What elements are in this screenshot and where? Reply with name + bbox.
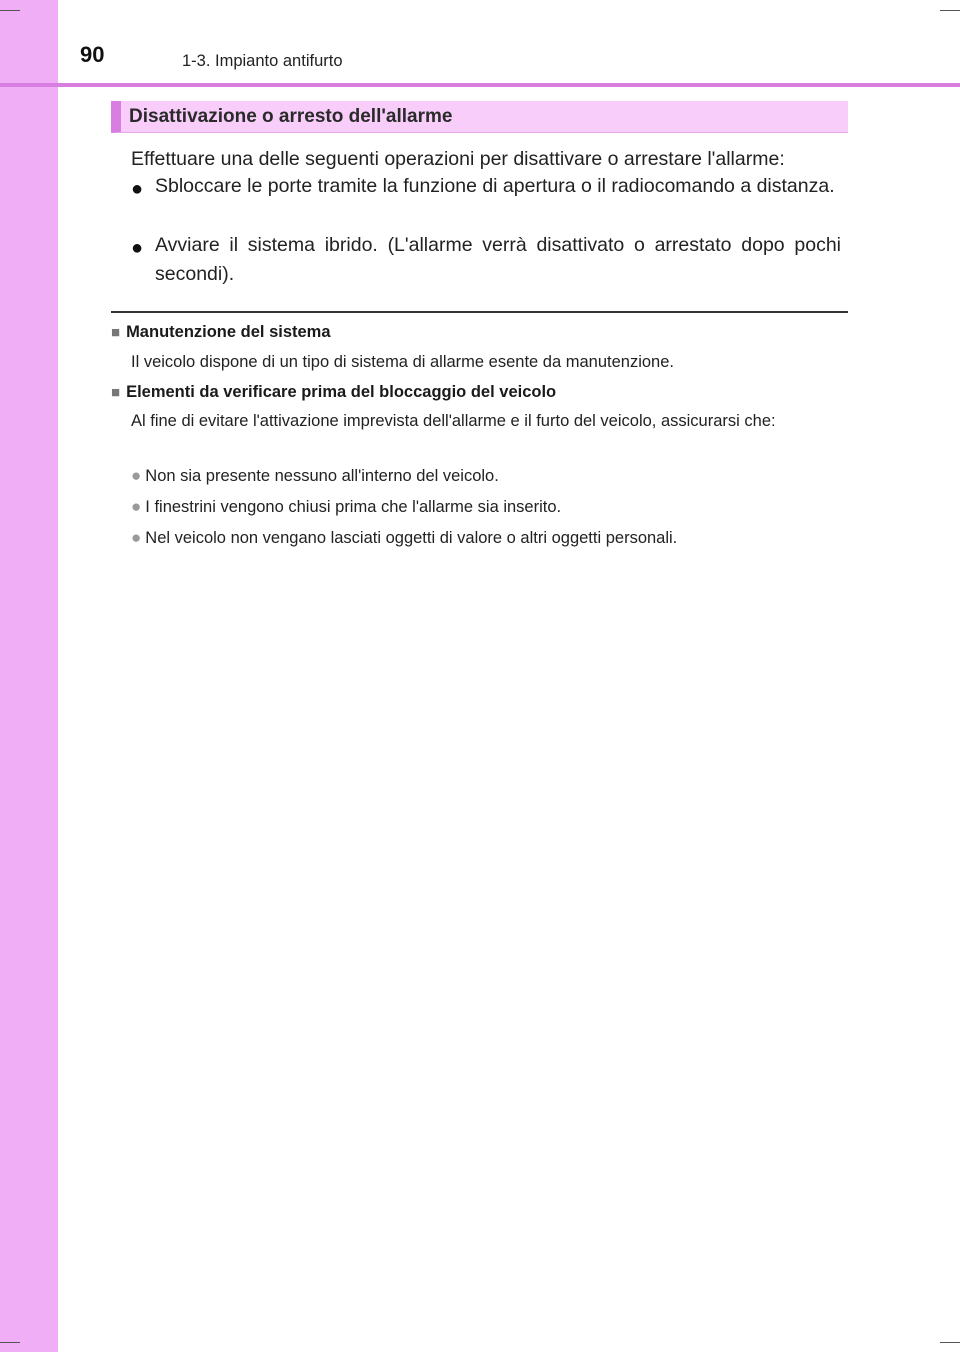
sub-list-text: I finestrini vengono chiusi prima che l'allarme sia inserito.: [145, 498, 562, 516]
bullet-icon: ●: [131, 497, 142, 516]
bullet-item: [131, 231, 841, 289]
bullet-icon: ●: [131, 178, 144, 200]
square-bullet-icon: ■: [111, 324, 121, 341]
sub-list-item: [131, 497, 841, 517]
sub-list-item: [131, 528, 841, 548]
note-body: Al fine di evitare l'attivazione imprevista dell'allarme e il furto del veicolo, assicurarsi che:: [131, 412, 776, 430]
note-title-text: Elementi da verificare prima del bloccaggio del veicolo: [126, 383, 557, 401]
bullet-text: Avviare il sistema ibrido. (L'allarme verrà disattivato o arrestato dopo pochi secondi).: [155, 234, 841, 285]
note-title-text: Manutenzione del sistema: [126, 323, 331, 341]
sub-list-text: Nel veicolo non vengano lasciati oggetti di valore o altri oggetti personali.: [145, 529, 678, 547]
page-number: 90: [80, 42, 105, 67]
crop-mark: [0, 1342, 20, 1343]
square-bullet-icon: ■: [111, 384, 121, 401]
bullet-icon: ●: [131, 528, 142, 547]
crop-mark: [0, 10, 20, 11]
intro-paragraph: Effettuare una delle seguenti operazioni per disattivare o arrestare l'allarme:: [131, 148, 785, 170]
crop-mark: [940, 10, 960, 11]
bullet-icon: ●: [131, 466, 142, 485]
sub-list-text: Non sia presente nessuno all'interno del veicolo.: [145, 467, 499, 485]
note-body: Il veicolo dispone di un tipo di sistema di allarme esente da manutenzione.: [131, 353, 674, 371]
header-rule: [0, 83, 960, 87]
side-strip: [0, 0, 58, 1352]
bullet-icon: ●: [131, 237, 144, 259]
crop-mark: [940, 1342, 960, 1343]
bullet-item: [131, 172, 841, 201]
section-divider: [111, 311, 848, 313]
chapter-title: 1-3. Impianto antifurto: [182, 52, 343, 70]
sub-list-item: [131, 466, 841, 486]
bullet-text: Sbloccare le porte tramite la funzione di apertura o il radiocomando a distanza.: [155, 175, 835, 197]
section-heading: Disattivazione o arresto dell'allarme: [111, 101, 848, 133]
note-title: [111, 323, 331, 342]
note-title: [111, 383, 556, 402]
